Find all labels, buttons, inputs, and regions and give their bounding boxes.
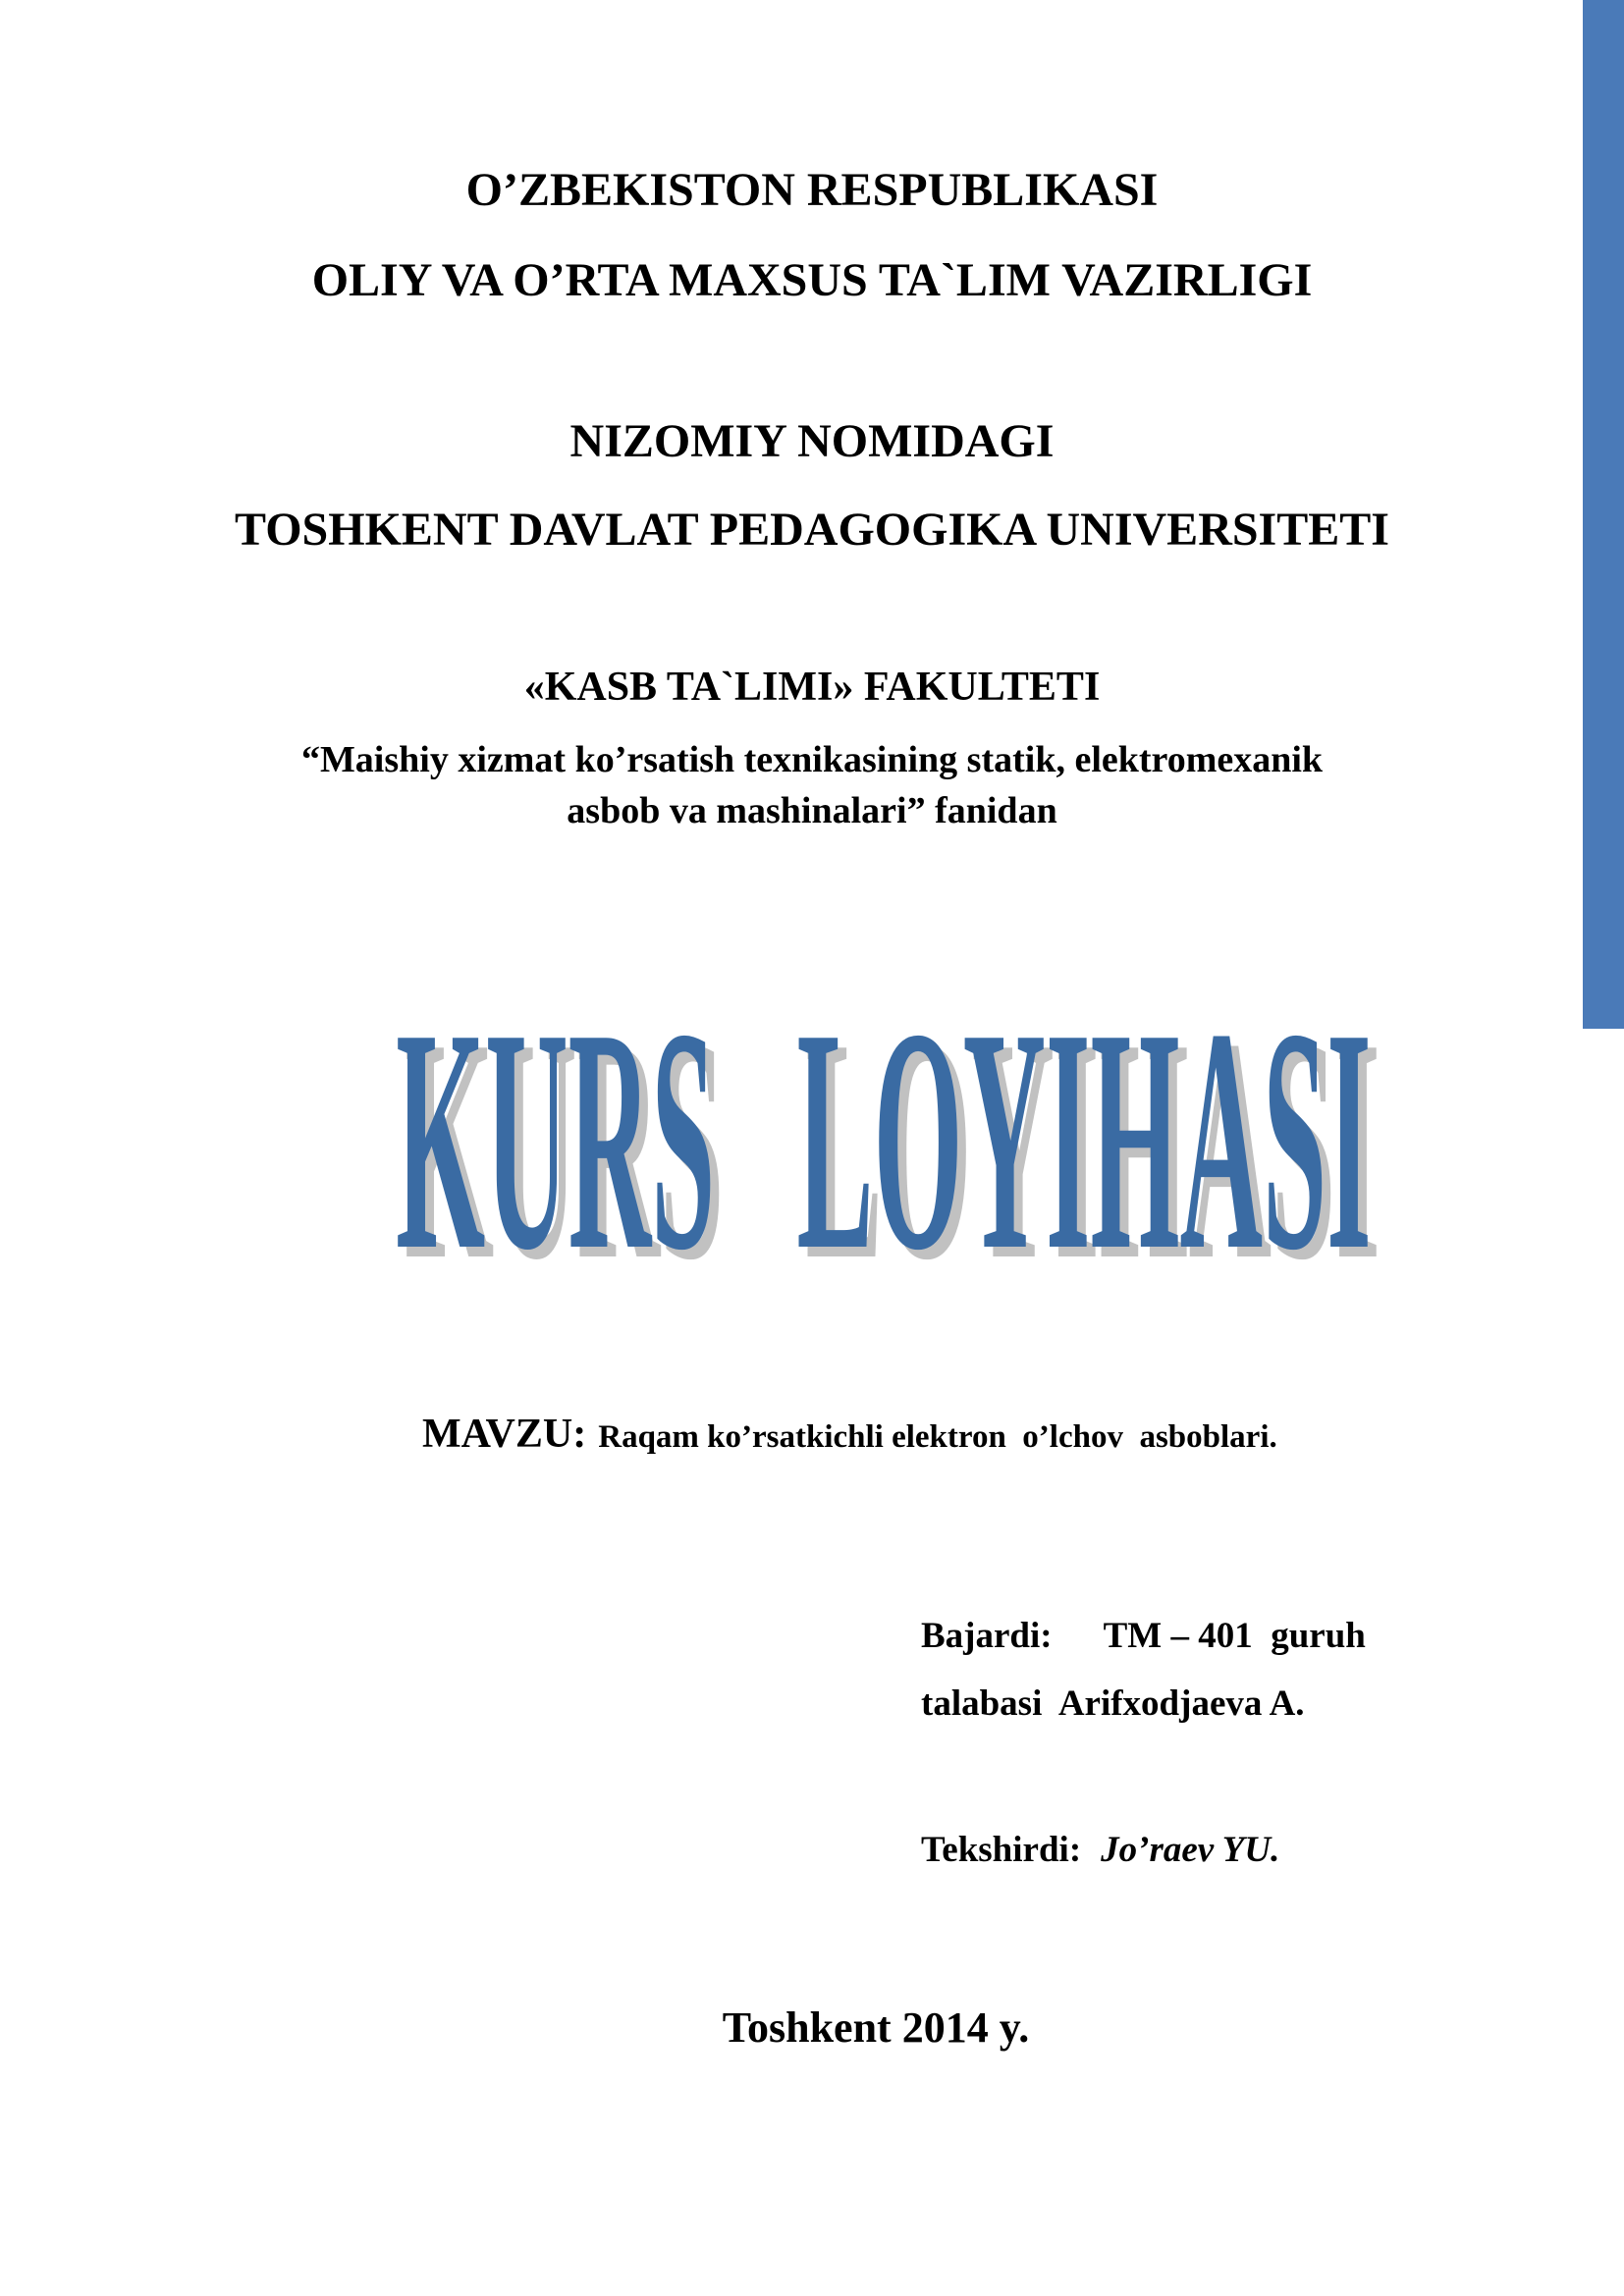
university-line-2: TOSHKENT DAVLAT PEDAGOGIKA UNIVERSITETI — [235, 504, 1389, 556]
ministry-line-2: OLIY VA O’RTA MAXSUS TA`LIM VAZIRLIGI — [311, 254, 1313, 306]
university-line-1: NIZOMIY NOMIDAGI — [569, 415, 1055, 467]
subject-line-1: “Maishiy xizmat ko’rsatish texnikasining statik, elektromexanik — [300, 739, 1324, 780]
topic-line — [422, 1411, 1277, 1458]
wordart-title-wrap — [0, 964, 1624, 1318]
author-label: Bajardi: — [921, 1616, 1053, 1656]
student-line — [921, 1682, 1305, 1725]
faculty-line: «KASB TA`LIMI» FAKULTETI — [523, 665, 1101, 710]
footer-city-year: Toshkent 2014 y. — [722, 2003, 1030, 2052]
scrollbar-thumb[interactable] — [1583, 0, 1624, 1029]
wordart-title: KURS LOYIHASI — [396, 964, 1372, 1318]
reviewer-line — [921, 1829, 1279, 1871]
author-line — [921, 1615, 1366, 1657]
subject-line-2: asbob va mashinalari” fanidan — [567, 790, 1057, 831]
author-group: TM – 401 guruh — [1103, 1616, 1366, 1656]
ministry-line-1: O’ZBEKISTON RESPUBLIKASI — [465, 164, 1159, 216]
topic-label: MAVZU: — [422, 1412, 587, 1457]
topic-text: Raqam ko’rsatkichli elektron o’lchov asboblari. — [598, 1419, 1277, 1455]
reviewer-name: Jo’raev YU. — [1101, 1830, 1280, 1870]
reviewer-label: Tekshirdi: — [921, 1830, 1082, 1870]
student-name: talabasi Arifxodjaeva A. — [921, 1683, 1305, 1724]
